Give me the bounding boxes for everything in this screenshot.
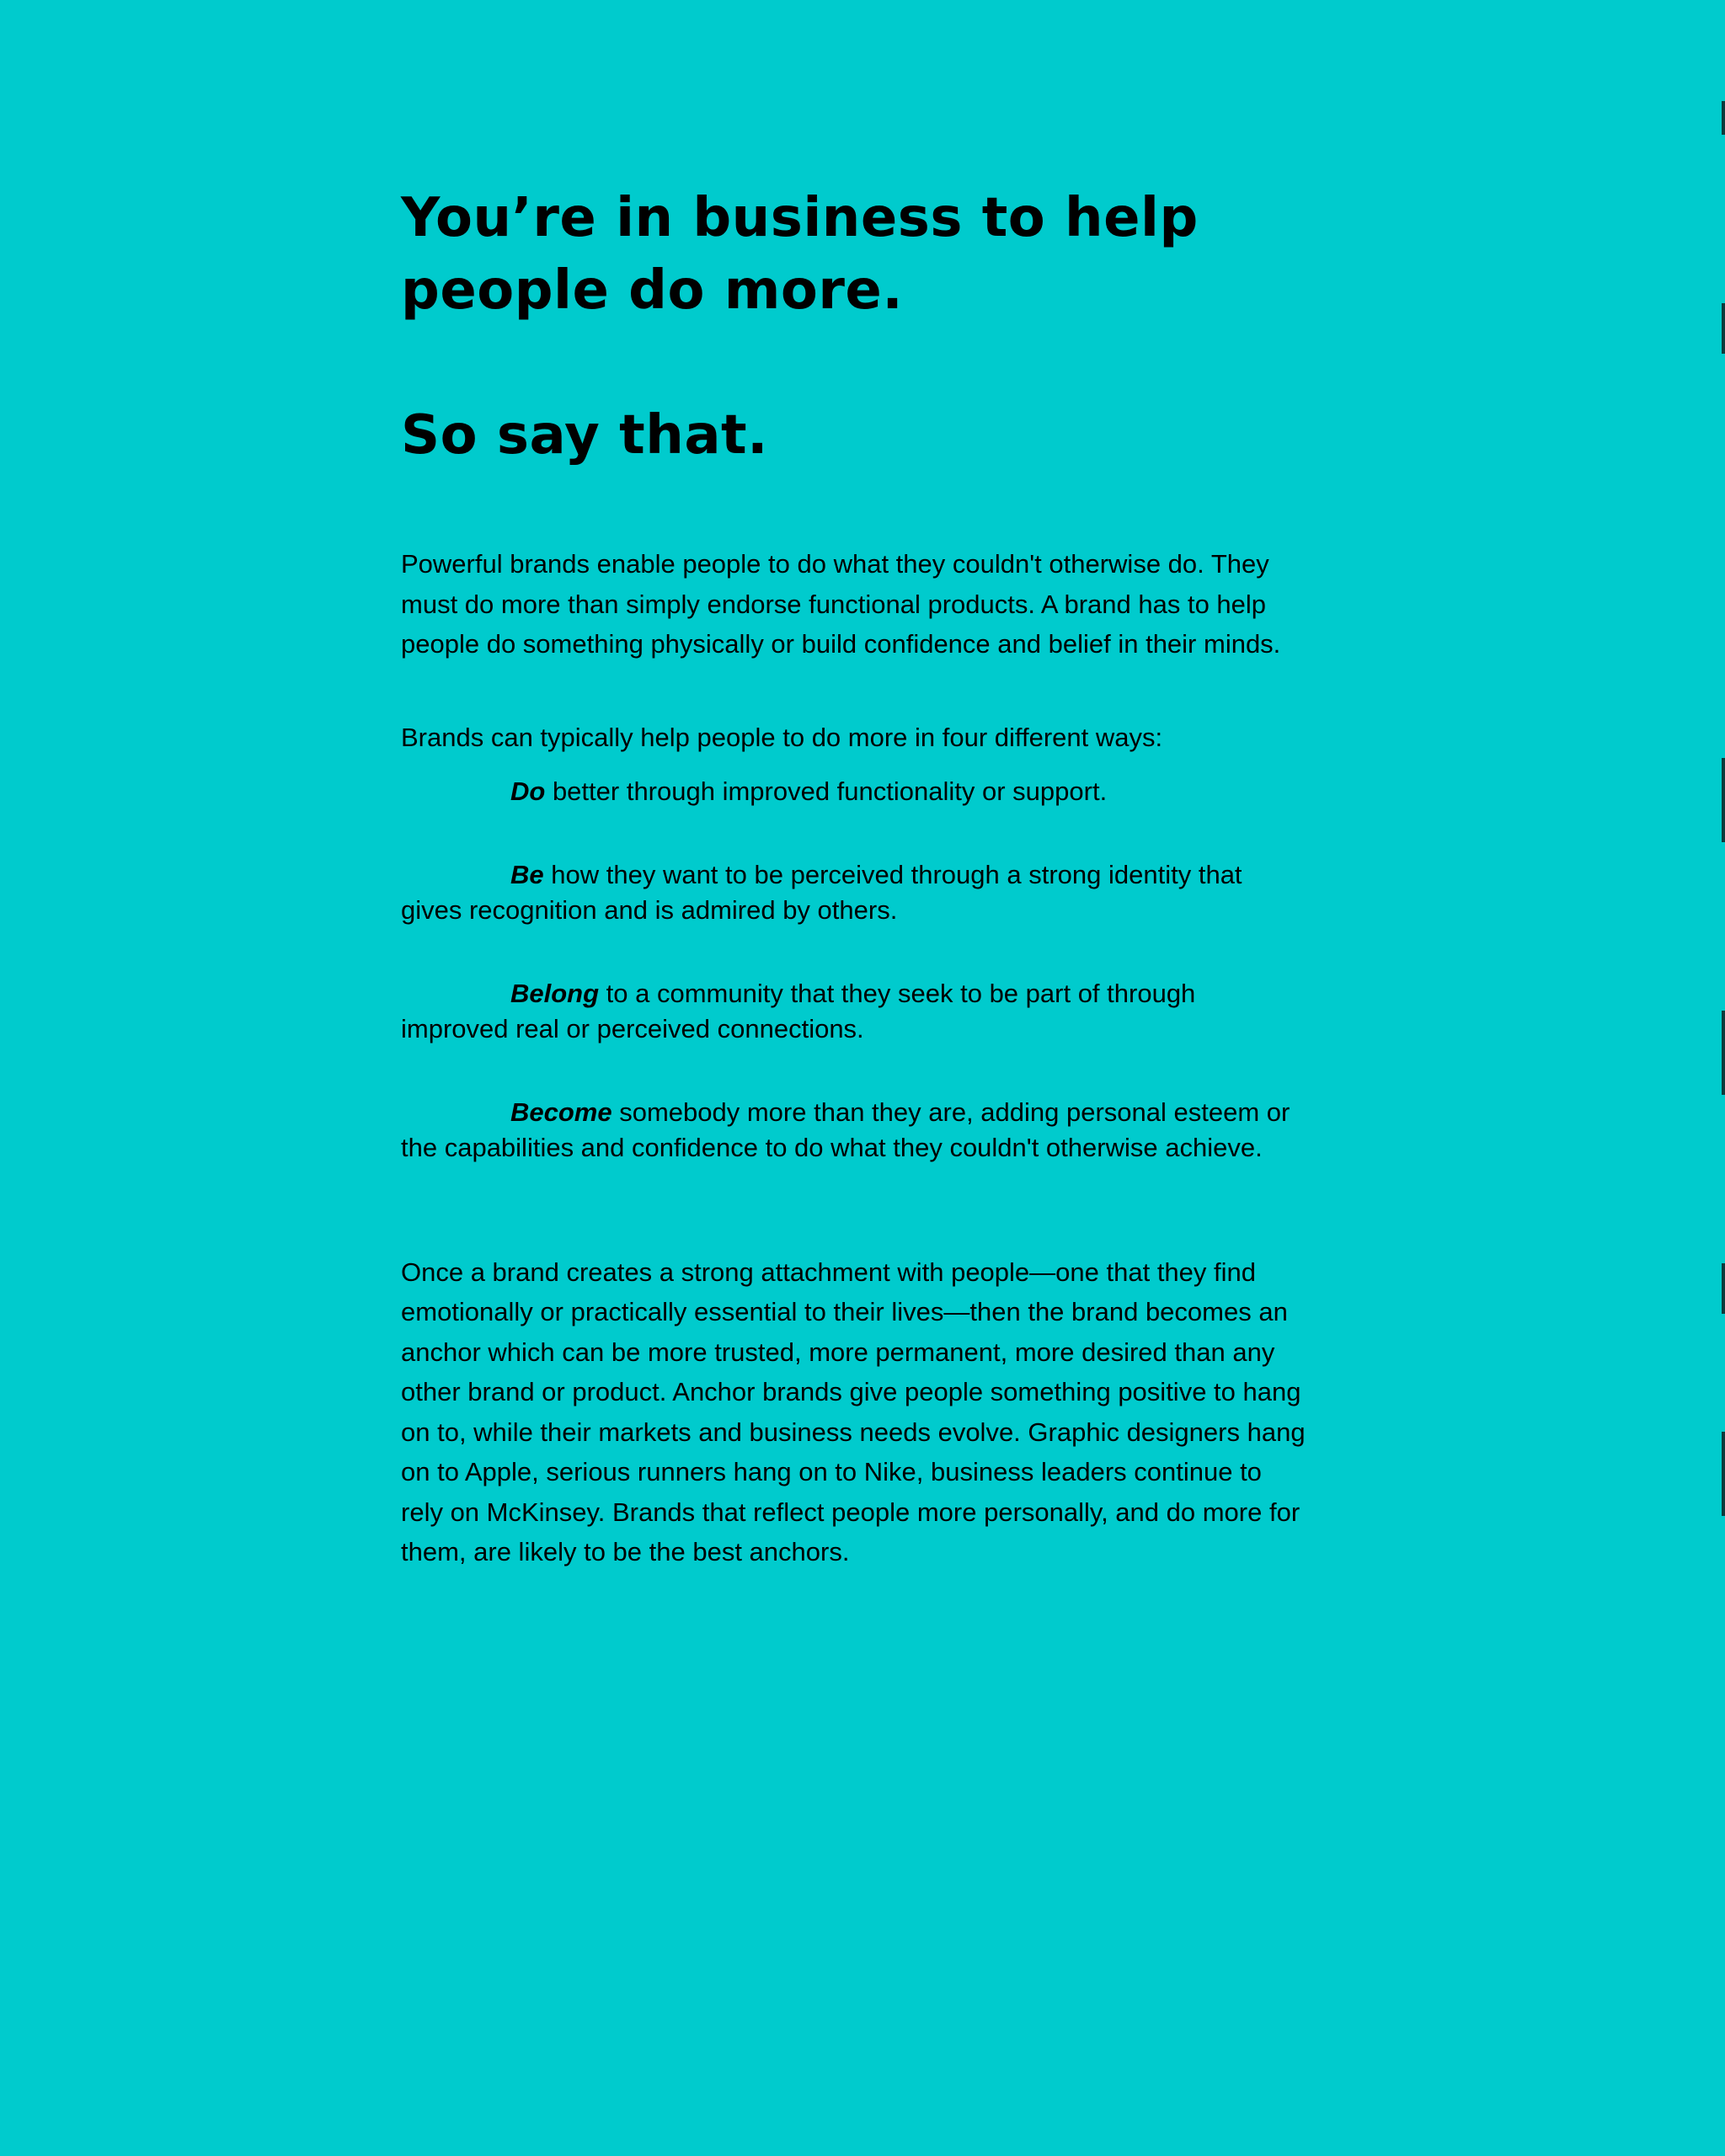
way-item-belong (401, 976, 1302, 1048)
headline (401, 182, 1327, 327)
closing-paragraph: Once a brand creates a strong attachment with people—one that they find emotionally or practically essential to their lives—then the brand becomes an anchor which can be more trusted, more permanent, more desired than any other brand or product. Anchor brands give people something positive to hang on to, while their markets and business needs evolve. Graphic designers hang on to Apple, serious runners hang on to Nike, business leaders continue to rely on McKinsey. Brands that reflect people more personally, and do more for them, are likely to be the best anchors. (401, 1257, 1306, 1566)
headline-line-1: You’re in business to help (401, 187, 1199, 249)
way-item-become (401, 1095, 1302, 1166)
way-term: Belong (510, 978, 600, 1008)
way-item-be (401, 857, 1302, 929)
subheadline: So say that. (401, 404, 768, 467)
way-text: better through improved functionality or support. (545, 776, 1108, 806)
way-term: Be (510, 859, 544, 889)
ways-list (401, 774, 1327, 1166)
way-text: somebody more than they are, adding personal esteem or the capabilities and confidence to do what they couldn't otherwise achieve. (401, 1097, 1290, 1162)
way-text: to a community that they seek to be part of through improved real or perceived connections. (401, 978, 1196, 1043)
way-term: Do (510, 776, 546, 806)
way-term: Become (510, 1097, 612, 1127)
right-edge-border (1722, 0, 1725, 2156)
article-body (401, 182, 1327, 1572)
headline-line-2: people do more. (401, 259, 904, 322)
way-item-do (401, 774, 1302, 810)
way-text: how they want to be perceived through a strong identity that gives recognition and is admired by others. (401, 859, 1242, 925)
ways-intro-paragraph: Brands can typically help people to do more in four different ways: (401, 722, 1163, 752)
intro-paragraph: Powerful brands enable people to do what they couldn't otherwise do. They must do more than simply endorse functional products. A brand has to help people do something physically or build confidence and belief in their minds. (401, 549, 1281, 659)
